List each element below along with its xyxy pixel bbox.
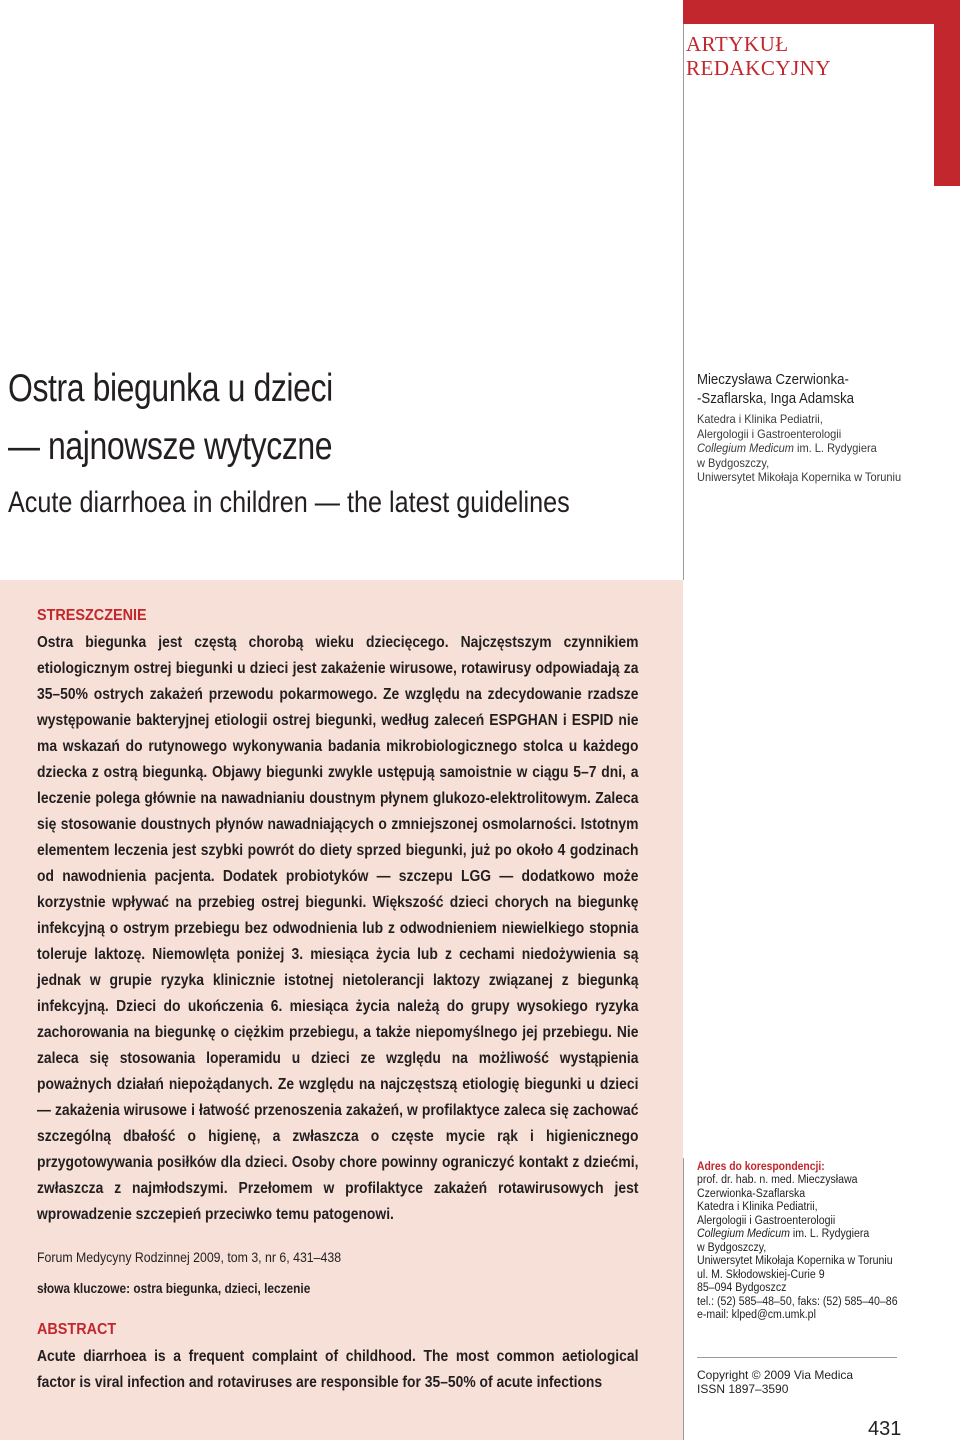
issn-line: ISSN 1897–3590 (697, 1382, 789, 1396)
affiliation-line: w Bydgoszczy, (697, 455, 770, 470)
correspondence-line: w Bydgoszczy, (697, 1241, 767, 1254)
affiliation-line: Uniwersytet Mikołaja Kopernika w Toruniu (697, 470, 902, 484)
correspondence-line: Czerwionka-Szaflarska (697, 1187, 806, 1200)
correspondence-block (697, 1160, 947, 1323)
lower-column-divider (683, 1158, 684, 1440)
article-title (8, 360, 668, 522)
header-red-bar (683, 0, 934, 24)
summary-text: Ostra biegunka jest częstą chorobą wieku dziecięcego. Najczęstszym czynnikiem etiologicznym ostrej biegunki u dzieci jest zakażenie wirusowe, rotawirusy odpowiadają za 35–50% ostrych zakażeń przewodu pokarmowego. Ze względu na zdecydowanie rzadsze występowanie bakteryjnej etiologii ostrej biegunki, według zaleceń ESPGHAN i ESPID nie ma wskazań do rutynowego wykonywania badania mikrobiologicznego stolca u każdego dziecka z ostrą biegunką. Objawy biegunki zwykle ustępują samoistnie w ciągu 5–7 dni, a leczenie polega głównie na nawadnianiu doustnym płynem glukozo-elektrolitowym. Zaleca się stosowanie doustnych płynów nawadniających o zmniejszonej osmolarności. Istotnym elementem leczenia jest szybki powrót do diety sprzed biegunki, już po około 4 godzinach od nawodnienia pacjenta. Dodatek probiotyków — szczepu LGG — dodatkowo może korzystnie wpływać na przebieg ostrej biegunki. Większość dzieci chorych na biegunkę infekcyjną o ostrym przebiegu bez odwodnienia lub z odwodnieniem niewielkiego stopnia toleruje laktozę. Niemowlęta poniżej 3. miesiąca życia lub z cechami niedożywienia są jednak w grupie ryzyka klinicznie istotnej nietolerancji laktozy związanej z biegunką infekcyjną. Dzieci do ukończenia 6. miesiąca życia należą do grupy wysokiego ryzyka zachorowania na biegunkę o ciężkim przebiegu, a także niepomyślnego jej przebiegu. Nie zaleca się stosowania loperamidu u dzieci ze względu na możliwość wystąpienia poważnych działań niepożądanych. Ze względu na najczęstszą etiologię biegunki u dzieci — zakażenia wirusowe i łatwość przenoszenia zakażeń, w profilaktyce zaleca się zachować szczególną dbałość o higienę, a zwłaszcza o częste mycie rąk i higienicznego przygotowywania posiłków dla dzieci. Osoby chore powinny ograniczyć kontakt z dziećmi, zwłaszcza z najmłodszymi. Przełomem w profilaktyce zakażeń rotawirusowych jest wprowadzenie szczepień przeciwko temu patogenowi. (37, 634, 639, 1223)
correspondence-line: ul. M. Skłodowskiej-Curie 9 (697, 1268, 825, 1281)
title-polish-line1: Ostra biegunka u dzieci (8, 367, 333, 410)
summary-section (37, 606, 687, 1228)
correspondence-line: prof. dr. hab. n. med. Mieczysława (697, 1174, 858, 1186)
article-type-line2: REDAKCYJNY (686, 56, 832, 80)
correspondence-line: Uniwersytet Mikołaja Kopernika w Toruniu (697, 1255, 893, 1267)
abstract-text: Acute diarrhoea is a frequent complaint of childhood. The most common aetiological factor is viral infection and rotaviruses are responsible for 35–50% of acute infections (37, 1348, 639, 1391)
keywords: słowa kluczowe: ostra biegunka, dzieci, leczenie (37, 1281, 311, 1296)
author-names-line2: -Szaflarska, Inga Adamska (697, 390, 855, 407)
citation: Forum Medycyny Rodzinnej 2009, tom 3, nr 6, 431–438 (37, 1249, 342, 1265)
copyright-line: Copyright © 2009 Via Medica (697, 1368, 854, 1382)
author-affiliation (697, 412, 932, 485)
copyright-block (697, 1368, 853, 1396)
column-divider (683, 24, 684, 580)
correspondence-line: Collegium Medicum im. L. Rydygiera (697, 1228, 870, 1240)
correspondence-line: Katedra i Klinika Pediatrii, (697, 1201, 818, 1213)
correspondence-email[interactable]: e-mail: klped@cm.umk.pl (697, 1309, 816, 1321)
header-red-strip (934, 0, 960, 186)
correspondence-heading: Adres do korespondencji: (697, 1161, 825, 1173)
copyright-divider (697, 1357, 897, 1358)
authors-block (697, 370, 952, 485)
abstract-heading: ABSTRACT (37, 1321, 117, 1338)
affiliation-line: Katedra i Klinika Pediatrii, (697, 412, 823, 426)
title-polish-line2: — najnowsze wytyczne (8, 425, 333, 468)
article-type (686, 32, 831, 80)
summary-heading: STRESZCZENIE (37, 607, 147, 624)
title-english: Acute diarrhoea in children — the latest guidelines (8, 486, 570, 519)
page-number: 431 (868, 1418, 902, 1440)
author-names-line1: Mieczysława Czerwionka- (697, 371, 849, 388)
correspondence-line: 85–094 Bydgoszcz (697, 1282, 787, 1294)
correspondence-line: tel.: (52) 585–48–50, faks: (52) 585–40–86 (697, 1295, 898, 1308)
correspondence-line: Alergologii i Gastroenterologii (697, 1214, 836, 1227)
affiliation-line: Alergologii i Gastroenterologii (697, 426, 842, 441)
article-type-line1: ARTYKUŁ (686, 32, 789, 56)
affiliation-line: Collegium Medicum im. L. Rydygiera (697, 441, 877, 455)
